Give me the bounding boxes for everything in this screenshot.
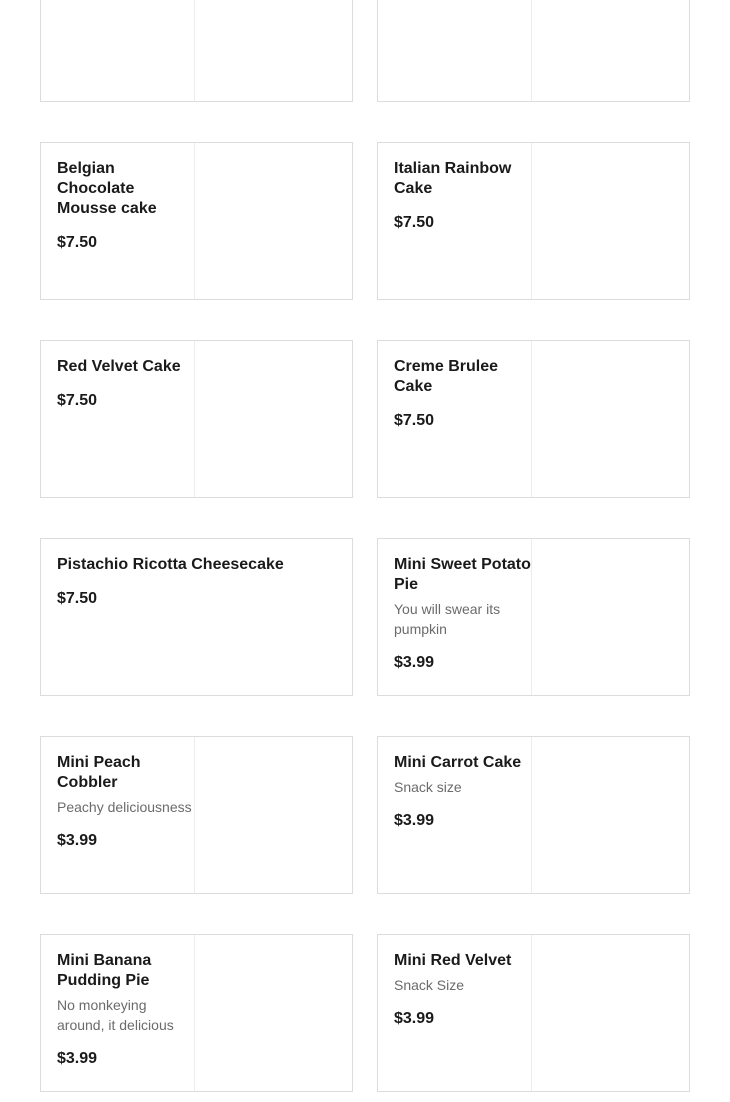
menu-item-info [378,737,532,893]
menu-item-price: $3.99 [57,832,98,849]
menu-item-card[interactable] [40,0,353,102]
menu-item-description: Snack Size [394,977,465,993]
menu-item-card[interactable] [377,934,690,1092]
menu-item-description: No monkeying around, it delicious [57,997,174,1033]
menu-item-description: Snack size [394,779,462,795]
menu-item-card[interactable] [40,538,353,696]
menu-item-image [195,341,352,497]
menu-item-price: $7.50 [394,214,435,231]
menu-item-price: $7.50 [57,392,98,409]
menu-item-info [378,143,532,299]
menu-item-name: Belgian Chocolate Mousse cake [57,160,157,217]
menu-item-price: $7.50 [57,590,98,607]
menu-item-name: Italian Rainbow Cake [394,160,512,197]
menu-item-info [378,539,532,695]
menu-item-name: Mini Banana Pudding Pie [57,952,152,989]
menu-item-image [532,341,689,497]
menu-item-info [378,935,532,1091]
menu-item-name: Creme Brulee Cake [394,358,499,395]
menu-item-image [532,935,689,1091]
menu-item-price: $7.50 [394,412,435,429]
menu-item-price: $3.99 [394,654,435,671]
menu-item-info [41,539,352,695]
menu-item-info [378,341,532,497]
menu-item-description: Peachy deliciousness [57,799,192,815]
menu-item-image [195,737,352,893]
menu-item-price: $7.50 [57,234,98,251]
menu-item-card[interactable] [40,934,353,1092]
menu-item-price: $3.99 [394,1010,435,1027]
menu-grid [40,0,690,1092]
menu-item-name: Mini Carrot Cake [394,754,522,771]
menu-item-image [195,935,352,1091]
menu-item-info [41,341,195,497]
menu-item-name: Red Velvet Cake [57,358,181,375]
menu-item-info [41,0,195,101]
menu-item-card[interactable] [377,0,690,102]
menu-item-info [41,143,195,299]
menu-item-name: Mini Red Velvet [394,952,512,969]
menu-item-image [195,143,352,299]
menu-item-name: Pistachio Ricotta Cheesecake [57,556,284,573]
menu-item-image [532,0,689,101]
menu-item-info [378,0,532,101]
menu-item-image [195,0,352,101]
menu-item-card[interactable] [377,340,690,498]
menu-item-card[interactable] [377,736,690,894]
menu-item-name: Mini Peach Cobbler [57,754,141,791]
menu-item-card[interactable] [40,142,353,300]
menu-item-image [532,143,689,299]
menu-item-card[interactable] [40,736,353,894]
menu-item-price: $3.99 [57,1050,98,1067]
menu-item-card[interactable] [377,142,690,300]
menu-item-name: Mini Sweet Potato Pie [394,556,531,593]
menu-item-price: $3.99 [394,812,435,829]
menu-item-description: You will swear its pumpkin [394,601,501,637]
menu-item-image [532,539,689,695]
menu-item-info [41,737,195,893]
menu-item-card[interactable] [40,340,353,498]
menu-item-info [41,935,195,1091]
menu-item-card[interactable] [377,538,690,696]
menu-item-image [532,737,689,893]
